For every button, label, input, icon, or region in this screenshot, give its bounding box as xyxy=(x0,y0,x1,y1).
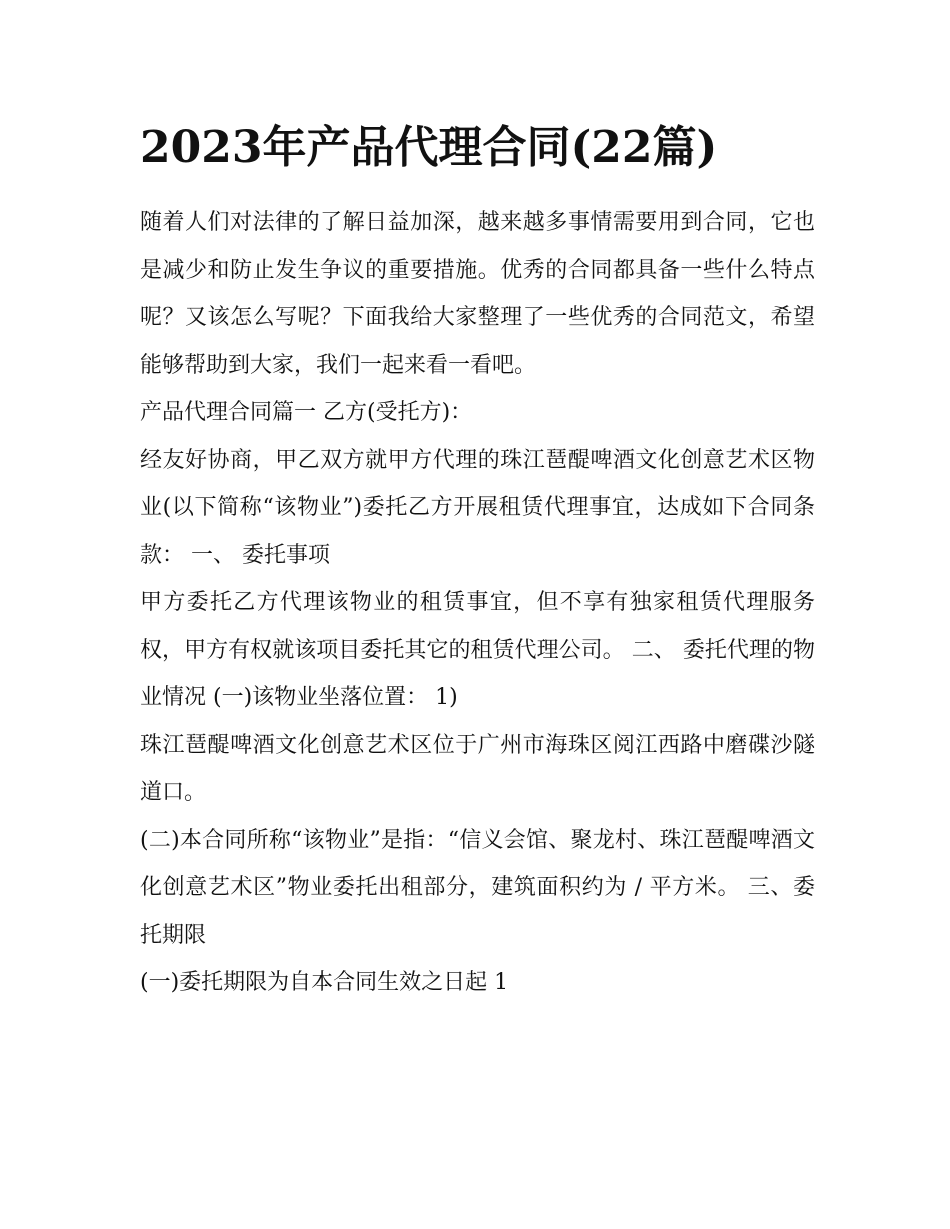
document-body xyxy=(140,199,815,1007)
section-heading-paragraph: 产品代理合同篇一 乙方(受托方)： xyxy=(140,400,473,425)
location-paragraph: 珠江琶醍啤酒文化创意艺术区位于广州市海珠区阅江西路中磨碟沙隧道口。 xyxy=(140,732,815,805)
term-paragraph: (一)委托期限为自本合同生效之日起 1 xyxy=(140,970,509,995)
document-title: 2023年产品代理合同(22篇) xyxy=(140,122,718,173)
negotiation-paragraph: 经友好协商，甲乙双方就甲方代理的珠江琶醍啤酒文化创意艺术区物业(以下简称“该物业”)委托乙方开展租赁代理事宜，达成如下合同条款： 一、 委托事项 xyxy=(140,447,815,568)
intro-paragraph: 随着人们对法律的了解日益加深，越来越多事情需要用到合同，它也是减少和防止发生争议的重要措施。优秀的合同都具备一些什么特点呢？又该怎么写呢？下面我给大家整理了一些优秀的合同范文，希望能够帮助到大家，我们一起来看一看吧。 xyxy=(140,210,815,378)
property-definition-paragraph: (二)本合同所称“该物业”是指：“信义会馆、聚龙村、珠江琶醍啤酒文化创意艺术区”物业委托出租部分，建筑面积约为 / 平方米。 三、委托期限 xyxy=(140,827,815,948)
entrustment-paragraph: 甲方委托乙方代理该物业的租赁事宜，但不享有独家租赁代理服务权，甲方有权就该项目委托其它的租赁代理公司。 二、 委托代理的物业情况 (一)该物业坐落位置： 1) xyxy=(140,590,815,710)
